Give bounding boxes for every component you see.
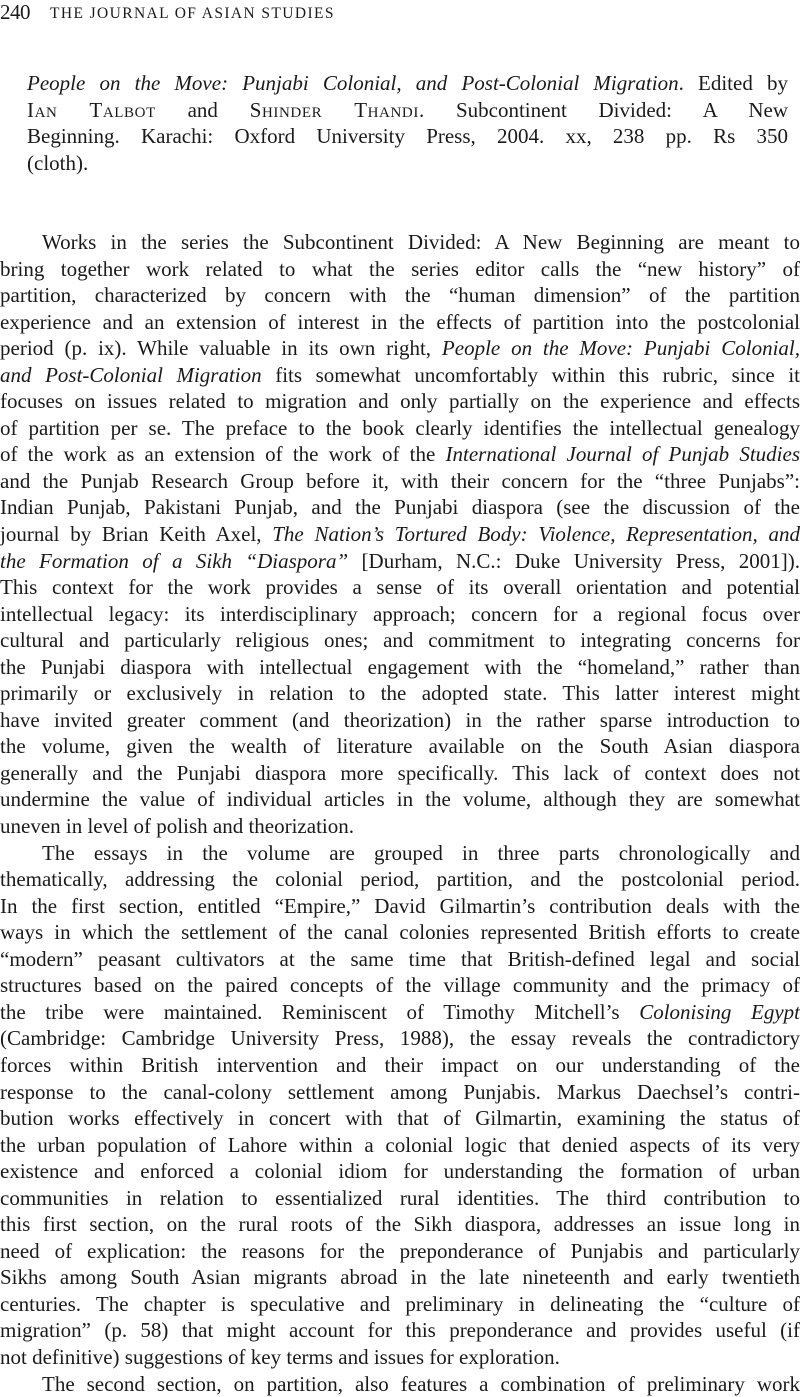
- text-line: [0, 1079, 800, 1106]
- running-head: [0, 0, 800, 26]
- text-run: (Cambridge: Cambridge University Press, 1988), the essay reveals the contradictory: [0, 1026, 800, 1051]
- text-line: [27, 97, 788, 124]
- page-number: 240: [0, 0, 30, 24]
- paragraph: [0, 229, 800, 840]
- text-line: [0, 282, 800, 309]
- text-line: [0, 733, 800, 760]
- text-line: [0, 468, 800, 495]
- text-line: [0, 1264, 800, 1291]
- paragraph: [0, 1371, 800, 1397]
- text-line: [0, 335, 800, 362]
- text-line: [0, 1105, 800, 1132]
- text-line: [0, 309, 800, 336]
- text-run: [Durham, N.C.: Duke University Press, 2001]).: [348, 548, 800, 573]
- text-line: [0, 256, 800, 283]
- text-line: [0, 946, 800, 973]
- text-line: [0, 1291, 800, 1318]
- text-run: bution works effectively in concert with that of Gilmartin, examining the status of: [0, 1106, 800, 1131]
- paragraph: [0, 840, 800, 1371]
- text-run: fits somewhat uncomfortably within this rubric, since it: [261, 362, 800, 387]
- text-line: [0, 574, 800, 601]
- text-run: forces within British intervention and their impact on our understanding of the: [0, 1052, 800, 1077]
- text-run: uneven in level of polish and theorization.: [0, 814, 354, 839]
- text-line: [27, 150, 788, 177]
- text-line: [0, 972, 800, 999]
- text-line: [0, 1132, 800, 1159]
- italic-title: People on the Move: Punjabi Colonial, and Post-Colonial Migration: [27, 71, 679, 95]
- text-line: [27, 70, 788, 97]
- text-line: [0, 1158, 800, 1185]
- text-line: [0, 362, 800, 389]
- text-run: cultural and particularly religious ones; and commitment to integrating concerns for: [0, 628, 800, 653]
- text-run: response to the canal-colony settlement among Punjabis. Markus Daechsel’s contri-: [0, 1079, 800, 1104]
- editor-name: Shinder Thandi: [249, 97, 419, 122]
- text-run: have invited greater comment (and theorization) in the rather sparse introduction to: [0, 707, 800, 732]
- text-line: [0, 1238, 800, 1265]
- text-run: structures based on the paired concepts of the village community and the primacy of: [0, 973, 800, 998]
- italic-title: The Nation’s Tortured Body: Violence, Representation, and: [272, 522, 800, 547]
- text-run: communities in relation to essentialized rural identities. The third contribution to: [0, 1185, 800, 1210]
- text-line: [0, 1185, 800, 1212]
- text-run: bring together work related to what the series editor calls the “new history” of: [0, 256, 800, 281]
- text-line: [0, 1317, 800, 1344]
- text-line: [0, 919, 800, 946]
- editor-name: Ian Talbot: [27, 97, 156, 122]
- italic-title: Colonising Egypt: [639, 999, 800, 1024]
- text-run: experience and an extension of interest in the effects of partition into the postcolonial: [0, 309, 800, 334]
- text-line: [0, 601, 800, 628]
- text-run: Indian Punjab, Pakistani Punjab, and the Punjabi diaspora (see the discussion of the: [0, 495, 800, 520]
- text-run: the Punjabi diaspora with intellectual engagement with the “homeland,” rather than: [0, 654, 800, 679]
- text-line: [0, 548, 800, 575]
- text-run: “modern” peasant cultivators at the same time that British-defined legal and social: [0, 946, 800, 971]
- text-line: [0, 813, 800, 840]
- text-run: This context for the work provides a sense of its overall orientation and potential: [0, 575, 800, 600]
- text-run: ways in which the settlement of the canal colonies represented British efforts to create: [0, 920, 800, 945]
- journal-title: THE JOURNAL OF ASIAN STUDIES: [50, 5, 335, 22]
- text-line: [0, 654, 800, 681]
- text-line: [0, 840, 800, 867]
- text-run: this first section, on the rural roots of the Sikh diaspora, addresses an issue long in: [0, 1212, 800, 1237]
- text-run: The second section, on partition, also features a combination of preliminary work: [42, 1371, 800, 1396]
- text-run: focuses on issues related to migration and only partially on the experience and effects: [0, 389, 800, 414]
- text-line: [0, 680, 800, 707]
- text-run: and the Punjab Research Group before it, with their concern for the “three Punjabs”:: [0, 468, 800, 493]
- text-run: partition, characterized by concern with the “human dimension” of the partition: [0, 283, 800, 308]
- text-run: thematically, addressing the colonial period, partition, and the postcolonial period.: [0, 867, 800, 892]
- text-run: the tribe were maintained. Reminiscent of Timothy Mitchell’s: [0, 999, 640, 1024]
- text-run: In the first section, entitled “Empire,” David Gilmartin’s contribution deals with the: [0, 893, 800, 918]
- text-line: [0, 229, 800, 256]
- text-run: intellectual legacy: its interdisciplinary approach; concern for a regional focus over: [0, 601, 800, 626]
- italic-title: the Formation of a Sikh “Diaspora”: [0, 548, 349, 573]
- text-line: [0, 760, 800, 787]
- text-run: of partition per se. The preface to the book clearly identifies the intellectual genealogy: [0, 415, 800, 440]
- text-line: [0, 1371, 800, 1397]
- italic-title: and Post-Colonial Migration: [0, 362, 262, 387]
- text-run: undermine the value of individual articles in the volume, although they are somewhat: [0, 787, 800, 812]
- text-run: Sikhs among South Asian migrants abroad in the late nineteenth and early twentieth: [0, 1265, 800, 1290]
- text-line: [0, 893, 800, 920]
- book-citation: [27, 70, 788, 177]
- text-run: not definitive) suggestions of key terms and issues for exploration.: [0, 1344, 560, 1369]
- review-body: [0, 229, 800, 1397]
- text-line: [0, 441, 800, 468]
- text-run: The essays in the volume are grouped in three parts chronologically and: [42, 840, 800, 865]
- text-run: . Subcontinent Divided: A New: [418, 97, 789, 122]
- text-run: the volume, given the wealth of literature available on the South Asian diaspora: [0, 734, 800, 759]
- text-run: primarily or exclusively in relation to the adopted state. This latter interest might: [0, 681, 800, 706]
- text-line: [0, 494, 800, 521]
- text-run: journal by Brian Keith Axel,: [0, 522, 273, 547]
- text-run: . Edited by: [678, 71, 788, 95]
- text-run: (cloth).: [27, 151, 89, 176]
- text-run: Beginning. Karachi: Oxford University Press, 2004. xx, 238 pp. Rs 350: [27, 124, 788, 149]
- italic-title: International Journal of Punjab Studies: [445, 442, 800, 467]
- text-run: of the work as an extension of the work of the: [0, 442, 446, 467]
- text-line: [0, 999, 800, 1026]
- text-line: [27, 123, 788, 150]
- text-line: [0, 707, 800, 734]
- text-line: [0, 786, 800, 813]
- text-run: Works in the series the Subcontinent Divided: A New Beginning are meant to: [42, 230, 800, 254]
- text-line: [0, 1025, 800, 1052]
- text-run: migration” (p. 58) that might account for this preponderance and provides useful (if: [0, 1318, 800, 1343]
- text-line: [0, 627, 800, 654]
- text-run: generally and the Punjabi diaspora more specifically. This lack of context does not: [0, 760, 800, 785]
- text-run: centuries. The chapter is speculative and preliminary in delineating the “culture of: [0, 1291, 800, 1316]
- text-line: [0, 521, 800, 548]
- text-run: existence and enforced a colonial idiom for understanding the formation of urban: [0, 1159, 800, 1184]
- text-line: [0, 388, 800, 415]
- italic-title: People on the Move: Punjabi Colonial,: [441, 336, 800, 361]
- text-line: [0, 866, 800, 893]
- text-line: [0, 1344, 800, 1371]
- text-run: and: [155, 97, 250, 122]
- text-run: period (p. ix). While valuable in its own right,: [0, 336, 442, 361]
- text-line: [0, 415, 800, 442]
- text-run: need of explication: the reasons for the preponderance of Punjabis and particularly: [0, 1238, 800, 1263]
- text-line: [0, 1211, 800, 1238]
- text-line: [0, 1052, 800, 1079]
- text-run: the urban population of Lahore within a colonial logic that denied aspects of its very: [0, 1132, 800, 1157]
